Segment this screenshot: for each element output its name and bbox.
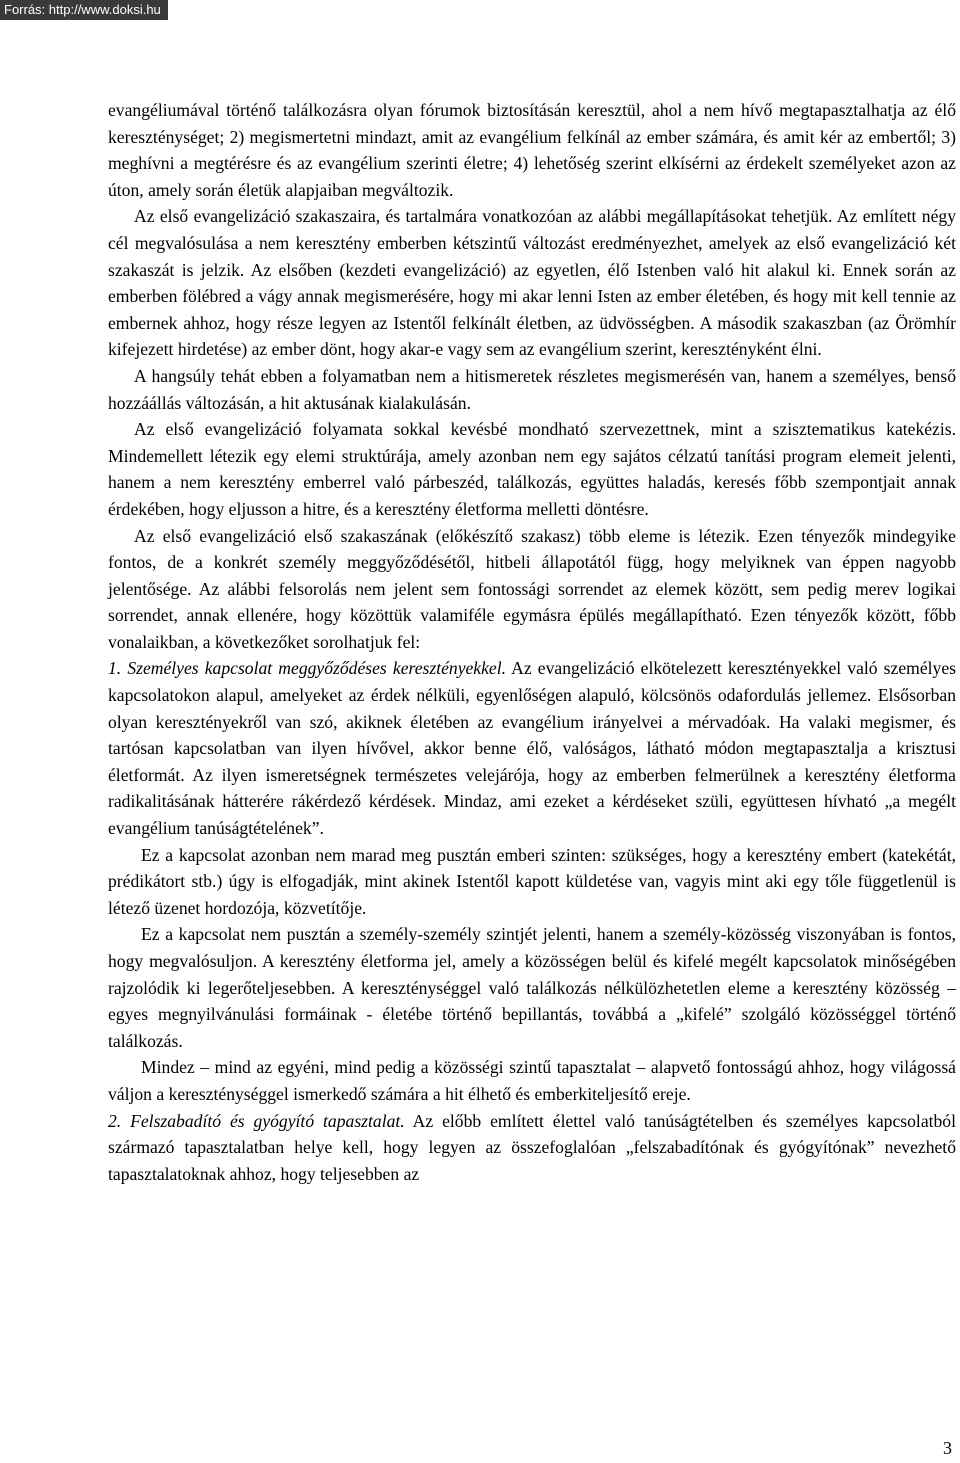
section-heading-1: 1. Személyes kapcsolat meggyőződéses keresztényekkel.	[108, 658, 507, 679]
paragraph-9: Mindez – mind az egyéni, mind pedig a közösségi szintű tapasztalat – alapvető fontosságú ahhoz, hogy világossá váljon a kereszténységgel ismerkedő számára a hit élhető és emberkiteljesítő ereje.	[108, 1057, 956, 1104]
source-label: Forrás: http://www.doksi.hu	[0, 0, 168, 20]
paragraph-4: Az első evangelizáció folyamata sokkal kevésbé mondható szervezettnek, mint a szisztematikus katekézis. Mindemellett létezik egy elemi struktúrája, amely azonban nem egy sajátos célzatú tanítási program elemeit jelenti, hanem a nem keresztény emberrel való párbeszéd, találkozás, együttes haladás, keresés főbb szempontjait annak érdekében, hogy eljusson a hitre, és a keresztény életforma melletti döntésre.	[108, 419, 956, 519]
paragraph-2: Az első evangelizáció szakaszaira, és tartalmára vonatkozóan az alábbi megállapításokat tehetjük. Az említett négy cél megvalósulása a nem keresztény emberben kétszintű változást eredményezhet, amelyek az első evangelizáció két szakaszát is jelzik. Az elsőben (kezdeti evangelizáció) az egyetlen, élő Istenben való hit alakul ki. Ennek során az emberben fölébred a vágy annak megismerésére, hogy mi akar lenni Isten az ember életében, és hogy mit kell tennie az embernek ahhoz, hogy része legyen az Istentől felkínált életben, az üdvösségben. A második szakaszban (az Örömhír kifejezett hirdetése) az ember dönt, hogy akar-e vagy sem az evangélium szerint, keresztényként élni.	[108, 206, 956, 360]
paragraph-8: Ez a kapcsolat nem pusztán a személy-személy szintjét jelenti, hanem a személy-közösség viszonyában is fontos, hogy megvalósuljon. A keresztény életforma jel, amely a közösségen belül és kifelé megélt kapcsolatok minőségében rajzolódik ki legerőteljesebben. A kereszténységgel való találkozás nélkülözhetetlen eleme a keresztény közösség – egyes megnyilvánulási formáinak - életébe történő bepillantás, továbbá a „kifelé” szolgáló közösséggel történő találkozás.	[108, 924, 956, 1051]
paragraph-7: Ez a kapcsolat azonban nem marad meg pusztán emberi szinten: szükséges, hogy a keresztény embert (katekétát, prédikátort stb.) úgy is elfogadják, mint akinek Istentől kapott küldetése van, vagyis mint aki egy tőle függetlenül is létező üzenet hordozója, közvetítője.	[108, 844, 956, 918]
paragraph-6-text: Az evangelizáció elkötelezett keresztényekkel való személyes kapcsolatokon alapul, amelyeket az érdek nélküli, egyenlőségen alapuló, kölcsönös odafordulás jellemez. Elsősorban olyan keresztényekről van szó, akiknek életében az evangélium irányelvei a mérvadóak. Ha valaki megismer, és tartósan kapcsolatban van ilyen hívővel, akkor benne élő, valóságos, látható módon megtapasztalja a krisztusi életformát. Az ilyen ismeretségnek természetes velejárója, hogy az emberben felmerülnek a keresztény életforma radikalitásának hátterére rákérdező kérdések. Mindaz, ami ezeket a kérdéseket szüli, együttesen hívható „a megélt evangélium tanúságtételének”.	[108, 658, 956, 839]
document-body	[108, 97, 956, 1187]
paragraph-5: Az első evangelizáció első szakaszának (előkészítő szakasz) több eleme is létezik. Ezen tényezők mindegyike fontos, de a konkrét személy meggyőződésétől, hitbeli állapotától függ, hogy melyiknek van éppen nagyobb jelentősége. Az alábbi felsorolás nem jelent sem fontossági sorrendet az elemek között, sem pedig merev logikai sorrendet, annak ellenére, hogy közöttük valamiféle egymásra épülés megállapítható. Ezen tényezők között, főbb vonalaikban, a következőket sorolhatjuk fel:	[108, 525, 956, 652]
paragraph-1: evangéliumával történő találkozásra olyan fórumok biztosításán keresztül, ahol a nem hívő megtapasztalhatja az élő kereszténységet; 2) megismertetni mindazt, amit az evangélium felkínál az ember számára, és amit kér az embertől; 3) meghívni a megtérésre és az evangélium szerinti életre; 4) lehetőség szerint elkísérni az érdekelt személyeket azon az úton, amely során életük alapjaiban megváltozik.	[108, 100, 956, 200]
paragraph-6	[108, 655, 956, 841]
page-number: 3	[943, 1438, 952, 1458]
section-heading-2: 2. Felszabadító és gyógyító tapasztalat.	[108, 1110, 405, 1131]
paragraph-10-text: Az előbb említett élettel való tanúságtételben és személyes kapcsolatból származó tapasztalatban helye kell, hogy legyen az összefoglalóan „felszabadítónak és gyógyítónak” nevezhető tapasztalatoknak ahhoz, hogy teljesebben az	[108, 1110, 956, 1184]
paragraph-10	[108, 1108, 956, 1188]
paragraph-3: A hangsúly tehát ebben a folyamatban nem a hitismeretek részletes megismerésén van, hanem a személyes, benső hozzáállás változásán, a hit aktusának kialakulásán.	[108, 365, 956, 413]
